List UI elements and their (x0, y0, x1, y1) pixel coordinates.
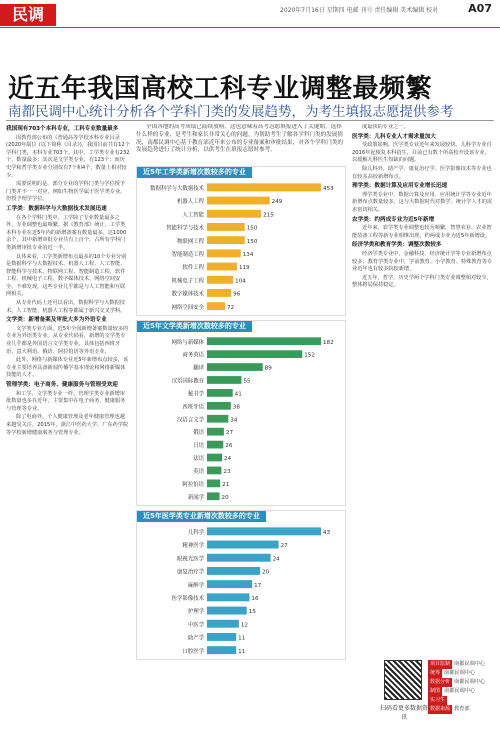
category-label: 助产学 (187, 635, 204, 642)
bar-chart-svg (137, 167, 345, 317)
paragraph: 近年来，农学类专业调整也较为频繁，智慧农业、农业智能装备工程等新专业相继出现，约两成专业为近5年新增设。 (352, 225, 492, 239)
category-label: 汉语国际教育 (171, 378, 204, 385)
value-label: 26 (225, 443, 233, 450)
bar (207, 633, 236, 641)
value-label: 21 (222, 481, 230, 488)
paragraph: 经济学类专业中，金融科技、经济统计学等专业新增布点较多；教育学类专业中，学前教育、小学教育、特殊教育等专业近年也有较多院校新增。 (352, 250, 493, 273)
bar (207, 302, 225, 310)
credit-value: 南都民调中心 (444, 688, 476, 694)
paragraph: 除儿科外，助产学、康复治疗学、医学影像技术等专业也有较多高校新增布点。 (352, 165, 492, 180)
value-label: 215 (263, 212, 274, 219)
bar (207, 402, 231, 410)
bar (207, 289, 231, 297)
page-header (0, 0, 500, 28)
value-label: 89 (264, 365, 272, 372)
bar (207, 492, 220, 500)
category-label: 网络空间安全 (171, 304, 204, 311)
category-label: 麻醉学 (187, 582, 204, 589)
category-label: 儿科学 (187, 529, 204, 536)
category-label: 商务英语 (182, 352, 204, 359)
section-heading: 理学类：数据计算及应用专业增长迅速 (352, 183, 448, 190)
bar (207, 210, 261, 218)
category-label: 人工智能 (182, 212, 204, 219)
section-heading: 管理学类：电子商务、健康服务与管理受欢迎 (6, 382, 118, 388)
section-heading: 经济学类和教育学类：调整次数较多 (352, 242, 442, 249)
category-label: 康复治疗学 (177, 569, 204, 576)
credit-key: 实习生 (430, 697, 446, 703)
section-heading: 我国现有703个本科专业，工科专业数量最多 (6, 126, 119, 132)
credits-block (428, 660, 498, 714)
bar (207, 454, 222, 462)
paragraph: 从专业代码上还可以看出，数据科学与大数据技术、人工智能、机器人工程等都属于新兴交叉学科。 (6, 300, 126, 314)
bar (207, 376, 241, 384)
section-heading: 农学类：约两成专业为近5年新增 (352, 216, 435, 223)
credit-row (428, 687, 498, 696)
category-label: 软件工程 (182, 265, 204, 272)
chart-1 (136, 166, 346, 316)
bar (207, 363, 263, 371)
issue-meta: 2020年7月16日 星期四 电邮 刊号 责任编辑 美术编辑 校对 (280, 7, 439, 14)
bar (207, 389, 233, 397)
paragraph: 需要说明的是，部分专业的学科门类与学位授予门类并不一一对应，例如生物医学属于医学类专业，但授予理学学位。 (6, 181, 126, 203)
bar (207, 197, 270, 205)
bar-chart-svg (137, 321, 345, 507)
chart-3 (136, 510, 346, 660)
category-label: 护理学 (187, 609, 204, 616)
paragraph: 和工学、文学类专业一样，管理学类专业新增审批数量也多在近年，主要集中在电子商务、健康服务与管理等专业。 (6, 390, 126, 412)
bar (207, 467, 221, 475)
value-label: 150 (246, 238, 258, 245)
credit-value: 教育部 (454, 706, 470, 712)
column-left (6, 124, 130, 746)
credit-row (428, 696, 498, 705)
category-label: 翻译 (193, 365, 204, 372)
category-label: 数据科学与大数据技术 (150, 185, 204, 192)
category-label: 新闻学 (187, 494, 204, 501)
intro-paragraph (136, 124, 346, 164)
credit-row (428, 705, 498, 714)
paragraph: 文学类专业方面，近5年全国新增备案数量较多的专业为外语类专业。从专业代码看，新增的文学类专业几乎都是外国语言文学类专业，具体包括西班牙语、意大利语、俄语、阿拉伯语等外语专业。 (6, 325, 129, 355)
bar (207, 479, 220, 487)
value-label: 72 (227, 304, 235, 311)
credit-key: 项目监制 (430, 661, 451, 667)
column-right (352, 124, 494, 654)
category-label: 机器人工程 (177, 199, 204, 206)
bar (207, 236, 245, 244)
category-label: 西班牙语 (182, 404, 204, 411)
category-label: 口腔医学 (182, 648, 204, 655)
value-label: 182 (323, 339, 334, 346)
paragraph: 除了电商外，个人健康管理及老年健康管理也越来越受关注。2015年，浙江中医药大学、广东药学院等学校新增健康服务与管理专业。 (6, 414, 129, 436)
credit-key: 统筹 (430, 670, 441, 676)
intro-text: 全国各地的高考成绩已陆续放榜，这也意味着高考志愿填报进入了关键期。选择什么样的专业，是考生和家长非常关心的问题。为帮助考生了解各学科门类的发展情况，南都民调中心基于教育部近年来公布的专业备案和审批结果，对各个学科门类的发展趋势进行了统计分析，以供考生在填报志愿时参考。 (136, 124, 343, 154)
section-tag: 民调 (0, 4, 56, 26)
bar (207, 567, 260, 575)
category-label: 秘书学 (187, 391, 204, 398)
credit-value: 南都民调中心 (454, 679, 486, 685)
value-label: 16 (251, 595, 259, 602)
section-heading: 文学类：新增备案及审批大多为外语专业 (6, 317, 107, 324)
value-label: 43 (323, 529, 331, 536)
value-label: 17 (254, 582, 262, 589)
value-label: 15 (248, 609, 256, 616)
bar (207, 554, 271, 562)
headline: 近五年我国高校工科专业调整最频繁 (8, 74, 433, 104)
paragraph: 在各个学科门类中，工学除了专业数量最多之外，专业调整也最频繁。据《教育部》统计，工学类本科专业在近5年内的新增备案有数量最多，达1000余个，其中新增审批专业共有上百个，占所有学科门类新增审批专业的近一半。 (6, 214, 127, 251)
value-label: 20 (221, 494, 229, 501)
paragraph: 理学类专业中，数据计算及应用、应用统计学等专业近年新增布点数量较多，这与大数据时代对数学、统计学人才的需求密切相关。 (352, 191, 493, 213)
category-label: 中医学 (187, 622, 204, 629)
paragraph: 国教育部公布的《普通高等学校本科专业目录(2020年版)》(以下简称《目录》)，我国目前共有12个学科门类，本科专业703个。其中，工学类专业有232个，数量最多；其次是文学类专业，有123个；而历史学和哲学类专业分别仅有7个和4个，数量上相对较少。 (6, 134, 130, 179)
category-label: 法语 (193, 456, 204, 463)
category-label: 物联网工程 (177, 238, 204, 245)
paragraph: 度最快的专业之一。 (362, 124, 409, 130)
subheadline: 南都民调中心统计分析各个学科门类的发展趋势，为考生填报志愿提供参考 (8, 104, 454, 120)
qr-code[interactable] (384, 660, 422, 700)
category-label: 汉语言文学 (177, 417, 204, 424)
bar (207, 607, 247, 615)
value-label: 41 (234, 391, 242, 398)
value-label: 27 (280, 543, 288, 550)
bar (207, 593, 249, 601)
bar (207, 350, 302, 358)
bar (207, 415, 228, 423)
paragraph: 受政策影响，医学类专业近年来发展较快。儿科学专业自2016年起恢复本科招生，目前已有数十所高校开设该专业，以缓解儿科医生短缺的问题。 (352, 142, 492, 164)
value-label: 11 (238, 648, 246, 655)
value-label: 55 (243, 378, 251, 385)
chart-title: 近5年文学类新增次数较多的专业 (137, 321, 252, 332)
credit-key: 数据分析 (430, 679, 451, 685)
paragraph: 具体来看，工学类新增布点最多的10个专业分别是数据科学与大数据技术、机器人工程、人工智能、智能科学与技术、物联网工程、智能制造工程、软件工程、机械电子工程、数字媒体技术、网络空间安全。不难发现，这些专业几乎都是与人工智能和互联网相关。 (6, 253, 127, 298)
bar (207, 249, 241, 257)
category-label: 智能科学与技术 (166, 225, 204, 232)
value-label: 134 (242, 251, 254, 258)
value-label: 27 (225, 430, 234, 437)
bar (207, 646, 236, 654)
paragraph: 此外，网络与新媒体专业近5年新增布点较多，该专业主要培养具备新闻传播学基本理论和网络新媒体技能的人才。 (6, 357, 129, 379)
divider (6, 120, 494, 121)
bar (207, 276, 233, 284)
category-label: 精神医学 (182, 543, 204, 550)
credit-value: 南都民调中心 (454, 661, 486, 667)
bar (207, 337, 321, 345)
category-label: 阿拉伯语 (182, 481, 204, 488)
value-label: 96 (233, 291, 241, 298)
bar (207, 580, 252, 588)
value-label: 150 (246, 225, 258, 232)
value-label: 152 (304, 352, 315, 359)
category-label: 网络与新媒体 (171, 339, 204, 346)
bar (207, 223, 245, 231)
category-label: 智能制造工程 (171, 251, 204, 258)
value-label: 38 (232, 404, 240, 411)
credit-value: 南都民调中心 (444, 670, 476, 676)
category-label: 机械电子工程 (171, 278, 204, 285)
value-label: 34 (230, 417, 238, 424)
credit-row (428, 678, 498, 687)
section-heading: 工学类：数据科学与大数据技术发展迅速 (6, 205, 107, 212)
category-label: 日语 (193, 443, 204, 450)
value-label: 23 (223, 469, 231, 476)
value-label: 104 (235, 278, 246, 285)
value-label: 24 (224, 456, 232, 463)
category-label: 数字媒体技术 (171, 291, 204, 298)
chart-2 (136, 320, 346, 506)
bar-chart-svg (137, 511, 345, 661)
bar (207, 527, 321, 535)
category-label: 英语 (193, 469, 204, 476)
chart-title: 近5年医学类专业新增次数较多的专业 (137, 511, 266, 522)
credit-row (428, 669, 498, 678)
category-label: 眼视光医学 (177, 556, 204, 563)
value-label: 20 (262, 569, 270, 576)
paragraph: 近五年，哲学、历史学两个学科门类专业调整相对较少，整体格局保持稳定。 (352, 274, 492, 289)
credit-key: 数据来源 (430, 706, 451, 712)
category-label: 医学影像技术 (171, 595, 204, 602)
value-label: 11 (238, 635, 246, 642)
value-label: 119 (238, 265, 250, 272)
bar (207, 620, 239, 628)
value-label: 453 (323, 185, 334, 192)
section-heading: 医学类：儿科专业人才需求量加大 (352, 133, 436, 140)
chart-title: 近5年工学类新增次数较多的专业 (137, 167, 252, 178)
value-label: 12 (240, 622, 248, 629)
value-label: 249 (271, 199, 283, 206)
bar (207, 428, 224, 436)
credit-key: 制图 (430, 688, 441, 694)
bar (207, 441, 223, 449)
qr-label: 扫码看更多数据资讯 (379, 705, 428, 721)
value-label: 24 (272, 556, 280, 563)
bar (207, 183, 321, 191)
page-number: A07 (468, 2, 492, 15)
bar (207, 263, 237, 271)
bar (207, 541, 279, 549)
credit-row (428, 660, 498, 669)
category-label: 俄语 (193, 430, 204, 437)
